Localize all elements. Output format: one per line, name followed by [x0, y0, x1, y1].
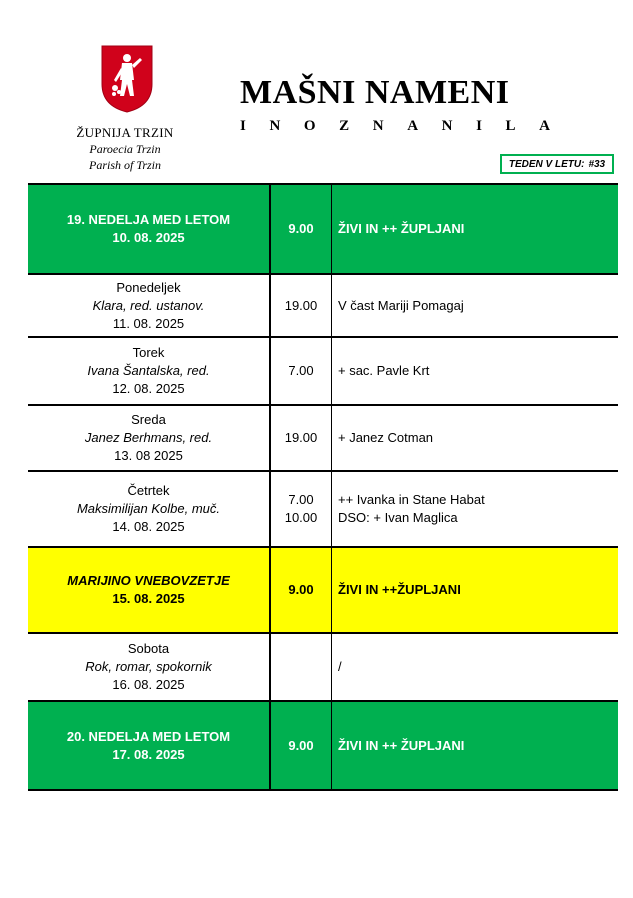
- parish-coat-of-arms-icon: [100, 44, 154, 114]
- mass-time: 9.00: [288, 221, 314, 236]
- intention-cell: [332, 701, 619, 790]
- day-line: Ponedeljek: [116, 279, 181, 295]
- mass-time: 7.00: [288, 492, 314, 507]
- day-cell: [28, 337, 270, 405]
- schedule-row: [28, 184, 618, 274]
- subtitle-letter: N: [372, 118, 384, 134]
- schedule-row: [28, 405, 618, 471]
- time-cell: [270, 547, 332, 633]
- page-title: MAŠNI NAMENI: [240, 74, 510, 111]
- day-line: 12. 08. 2025: [112, 381, 185, 396]
- day-line: 20. NEDELJA MED LETOM: [66, 728, 231, 744]
- day-line: 13. 08 2025: [114, 448, 183, 463]
- parish-name: ŽUPNIJA TRZIN: [76, 125, 174, 140]
- week-label: TEDEN V LETU:: [508, 158, 585, 170]
- mass-intention: + Janez Cotman: [338, 430, 434, 445]
- day-line: Klara, red. ustanov.: [92, 297, 205, 313]
- subtitle-letter: O: [303, 118, 316, 134]
- subtitle-letter: A: [407, 118, 419, 134]
- schedule-row: [28, 337, 618, 405]
- schedule-row: [28, 633, 618, 701]
- intention-cell: [332, 337, 619, 405]
- subtitle-letter: Z: [339, 118, 350, 134]
- time-cell: [270, 274, 332, 337]
- day-line: Maksimilijan Kolbe, muč.: [76, 501, 221, 516]
- subtitle-letter: N: [441, 118, 453, 134]
- day-line: Torek: [132, 345, 165, 360]
- time-cell: [270, 471, 332, 547]
- mass-schedule-table: [28, 183, 618, 791]
- intention-cell: [332, 405, 619, 471]
- mass-time: 19.00: [284, 430, 318, 445]
- mass-time: 9.00: [288, 737, 314, 753]
- day-cell: [28, 547, 270, 633]
- mass-intention: + sac. Pavle Krt: [338, 363, 430, 378]
- schedule-row: [28, 274, 618, 337]
- week-number: #33: [588, 158, 606, 170]
- mass-intention: V čast Mariji Pomagaj: [338, 297, 464, 313]
- time-cell: [270, 184, 332, 274]
- schedule-row: [28, 471, 618, 547]
- parish-english-name: Parish of Trzin: [88, 158, 162, 172]
- week-badge: [500, 154, 614, 174]
- subtitle-letter: L: [505, 118, 516, 134]
- time-cell: [270, 337, 332, 405]
- time-cell: [270, 633, 332, 701]
- day-line: Rok, romar, spokornik: [85, 659, 212, 674]
- parish-block: [60, 125, 190, 173]
- time-cell: [270, 701, 332, 790]
- subtitle-letter: I: [240, 118, 246, 134]
- mass-time: 7.00: [288, 363, 314, 378]
- intention-cell: [332, 274, 619, 337]
- subtitle-letter: I: [476, 118, 482, 134]
- mass-intention: ŽIVI IN ++ ŽUPLJANI: [338, 737, 465, 753]
- schedule-row: [28, 701, 618, 790]
- day-cell: [28, 274, 270, 337]
- day-line: Četrtek: [127, 483, 170, 498]
- subtitle-letter: A: [539, 118, 550, 134]
- day-cell: [28, 405, 270, 471]
- day-cell: [28, 701, 270, 790]
- day-cell: [28, 184, 270, 274]
- mass-time: 19.00: [284, 297, 318, 313]
- mass-intention: ŽIVI IN ++ ŽUPLJANI: [338, 221, 465, 236]
- day-line: MARIJINO VNEBOVZETJE: [67, 573, 230, 588]
- subtitle-letter: N: [269, 118, 281, 134]
- day-cell: [28, 471, 270, 547]
- intention-cell: [332, 471, 619, 547]
- intention-cell: [332, 184, 619, 274]
- mass-intention: /: [338, 659, 342, 674]
- day-cell: [28, 633, 270, 701]
- day-line: 10. 08. 2025: [112, 230, 185, 245]
- day-line: 19. NEDELJA MED LETOM: [66, 212, 231, 227]
- day-line: Sobota: [127, 641, 170, 656]
- day-line: 11. 08. 2025: [112, 315, 185, 331]
- day-line: Sreda: [131, 412, 166, 427]
- mass-time: 9.00: [288, 582, 314, 597]
- mass-time: 10.00: [284, 510, 318, 525]
- day-line: Janez Berhmans, red.: [84, 430, 213, 445]
- day-line: 14. 08. 2025: [112, 519, 185, 534]
- intention-cell: [332, 547, 619, 633]
- mass-intention: ŽIVI IN ++ŽUPLJANI: [338, 582, 461, 597]
- page-subtitle: [240, 118, 550, 135]
- mass-intention: DSO: + Ivan Maglica: [338, 510, 458, 525]
- mass-intention: ++ Ivanka in Stane Habat: [338, 492, 485, 507]
- day-line: Ivana Šantalska, red.: [87, 363, 210, 378]
- intention-cell: [332, 633, 619, 701]
- schedule-row: [28, 547, 618, 633]
- day-line: 15. 08. 2025: [112, 591, 185, 606]
- day-line: 17. 08. 2025: [112, 746, 185, 762]
- parish-latin-name: Paroecia Trzin: [89, 142, 161, 156]
- day-line: 16. 08. 2025: [112, 677, 185, 692]
- time-cell: [270, 405, 332, 471]
